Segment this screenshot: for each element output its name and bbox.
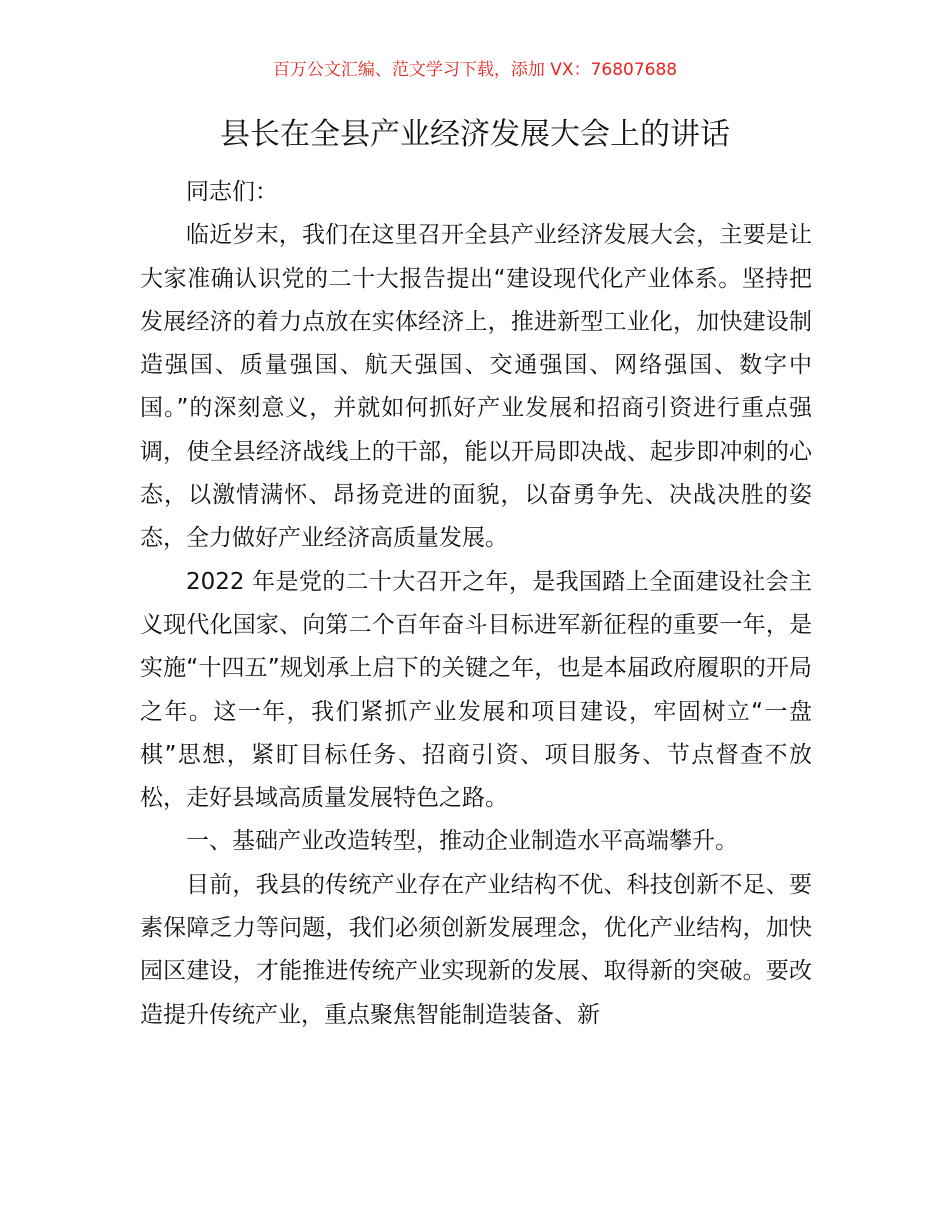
header-note: 百万公文汇编、范文学习下载，添加 VX：76807688 [272, 60, 678, 80]
paragraph-2: 2022 年是党的二十大召开之年，是我国踏上全面建设社会主义现代化国家、向第二个百年奋斗目标进军新征程的重要一年，是实施“十四五”规划承上启下的关键之年，也是本届政府履职的开局之年。这一年，我们紧抓产业发展和项目建设，牢固树立“一盘棋”思想，紧盯目标任务、招商引资、项目服务、节点督查不放松，走好县域高质量发展特色之路。 [140, 568, 812, 812]
salutation: 同志们： [186, 179, 278, 205]
document-body [140, 171, 812, 1037]
document-title: 县长在全县产业经济发展大会上的讲话 [220, 117, 730, 152]
section-heading-1: 一、基础产业改造转型，推动企业制造水平高端攀升。 [186, 828, 738, 855]
paragraph-1: 临近岁末，我们在这里召开全县产业经济发展大会，主要是让大家准确认识党的二十大报告提出“建设现代化产业体系。坚持把发展经济的着力点放在实体经济上，推进新型工业化，加快建设制造强国、质量强国、航天强国、交通强国、网络强国、数字中国。”的深刻意义，并就如何抓好产业发展和招商引资进行重点强调，使全县经济战线上的干部，能以开局即决战、起步即冲刺的心态，以激情满怀、昂扬竞进的面貌，以奋勇争先、决战决胜的姿态，全力做好产业经济高质量发展。 [140, 222, 812, 552]
paragraph-3: 目前，我县的传统产业存在产业结构不优、科技创新不足、要素保障乏力等问题，我们必须创新发展理念，优化产业结构，加快园区建设，才能推进传统产业实现新的发展、取得新的突破。要改造提升传统产业，重点聚焦智能制造装备、新 [140, 871, 812, 1028]
